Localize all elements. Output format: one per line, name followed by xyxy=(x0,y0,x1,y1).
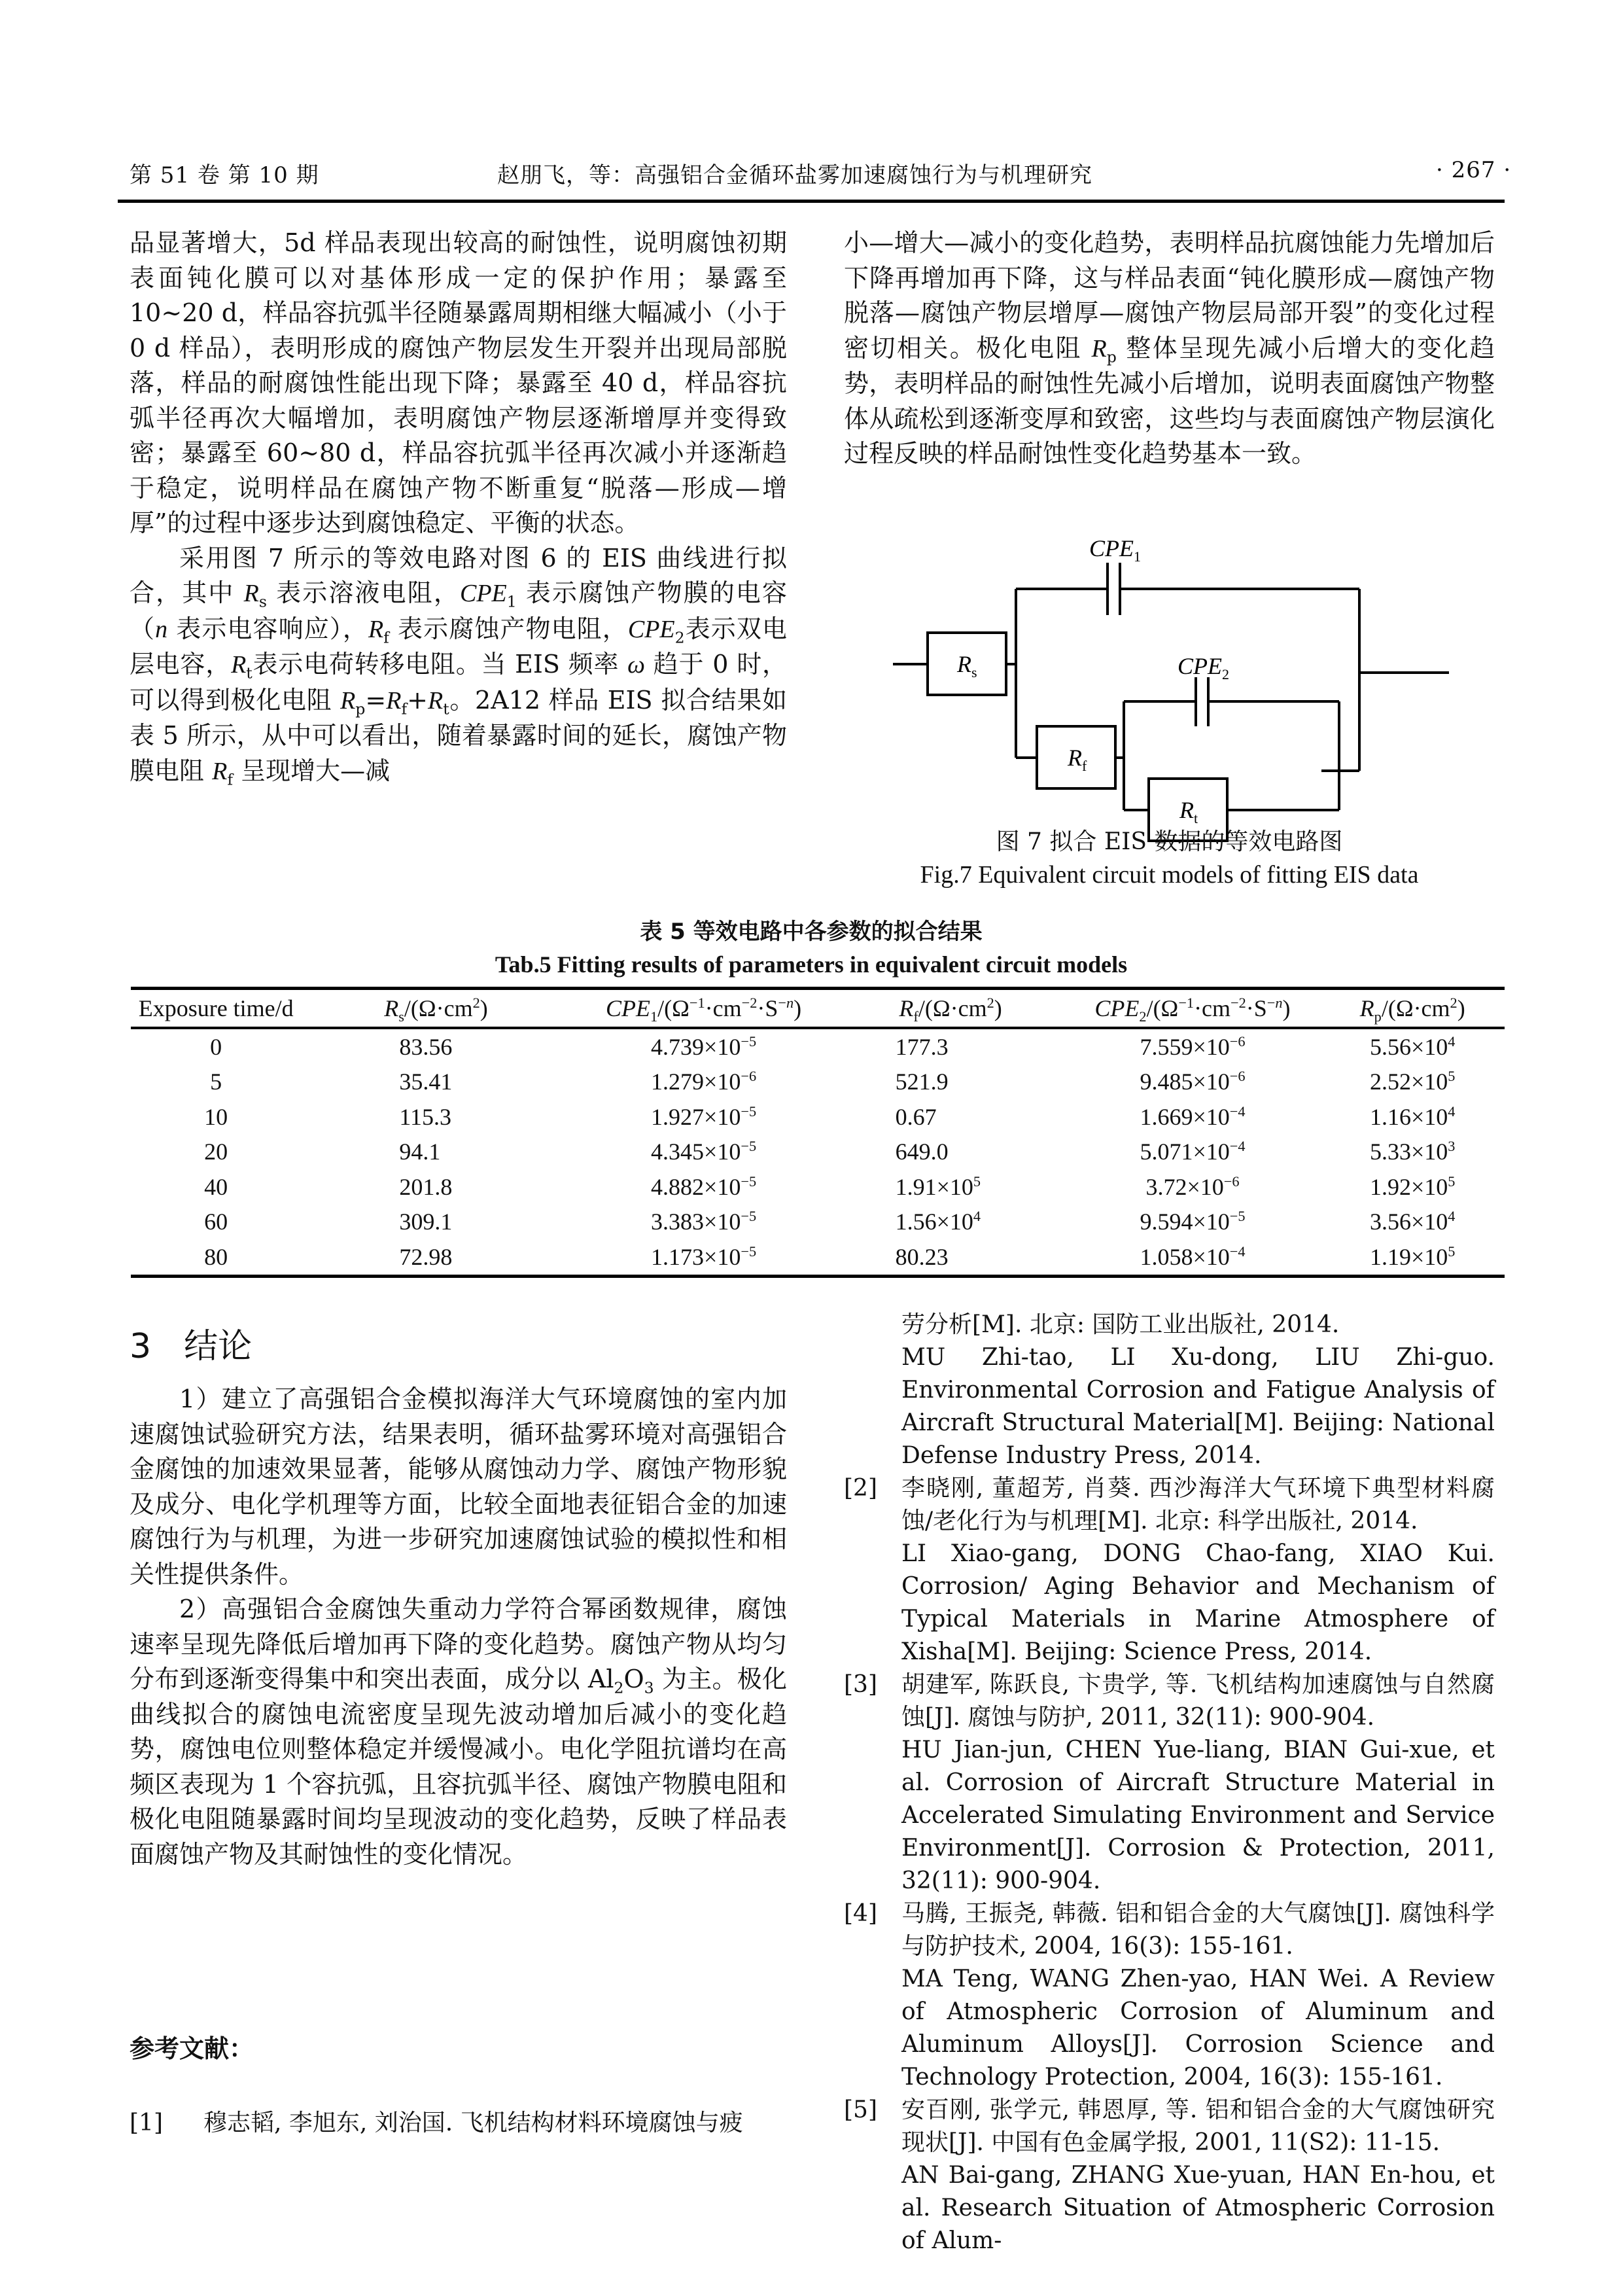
cell-rs: 115.3 xyxy=(399,1103,452,1130)
cell-rf: $1.91\times 10^5$ xyxy=(895,1173,981,1200)
symbol-r: R xyxy=(212,757,228,785)
symbol-omega: ω xyxy=(627,651,645,679)
label-cpe2: $CPE_2$ xyxy=(1178,653,1229,682)
cell-cpe1: $1.927\times 10^{-5}$ xyxy=(651,1103,757,1130)
cell-cpe2: $5.071\times 10^{-4}$ xyxy=(1140,1138,1246,1165)
text: 2）高强铝合金腐蚀失重动力学符合幂函数规律，腐蚀速率呈现先降低后增加再下降的变化趋势。腐蚀产物从均匀分布到逐渐变得集中和突出表面，成分以 Al xyxy=(130,1595,787,1693)
section-title: 结论 xyxy=(184,1327,253,1366)
cell-cpe1: $1.279\times 10^{-6}$ xyxy=(651,1068,757,1095)
reference-item-3 xyxy=(844,1669,1495,1898)
cell-cpe1: $4.345\times 10^{-5}$ xyxy=(651,1138,757,1165)
table-row xyxy=(131,1135,1505,1170)
paragraph-equivalent-circuit xyxy=(130,541,787,790)
cell-cpe2: $9.485\times 10^{-6}$ xyxy=(1140,1068,1246,1095)
conclusion-item-1: 1）建立了高强铝合金模拟海洋大气环境腐蚀的室内加速腐蚀试验研究方法，结果表明，循环盐雾环境对高强铝合金腐蚀的加速效果显著，能够从腐蚀动力学、腐蚀产物形貌及成分、电化学机理等方面，比较全面地表征铝合金的加速腐蚀行为与机理，为进一步研究加速腐蚀试验的模拟性和相关性提供条件。 xyxy=(130,1385,787,1589)
subscript: 2 xyxy=(674,628,685,647)
reference-list-right xyxy=(844,1309,1495,2257)
cell-rf: 177.3 xyxy=(895,1033,949,1060)
symbol-r: R xyxy=(1091,334,1107,362)
symbol-r: R xyxy=(368,615,384,643)
reference-text: 穆志韬, 李旭东, 刘治国. 飞机结构材料环境腐蚀与疲 xyxy=(203,2110,743,2136)
header-volume-issue: 第 51 卷 第 10 期 xyxy=(130,162,319,188)
cell-exposure-time: 80 xyxy=(131,1239,301,1276)
cell-cpe1: $4.739\times 10^{-5}$ xyxy=(651,1033,757,1060)
table-row xyxy=(131,1028,1505,1065)
header-page-number: · 267 · xyxy=(1436,157,1512,183)
equivalent-circuit-diagram xyxy=(890,535,1452,826)
reference-text-en: MA Teng, WANG Zhen-yao, HAN Wei. A Review of Atmospheric Corrosion of Aluminum and Aluminum Alloys[J]. Corrosion Science and Technology Protection, 2004, 16(3): 155-161. xyxy=(901,1966,1495,2091)
column-header-cpe2: $CPE_2/(\Omega^{-1}\cdot cm^{-2}\cdot S^{-n})$ xyxy=(1065,989,1321,1029)
subscript: p xyxy=(355,699,366,718)
header-running-title: 赵朋飞，等：高强铝合金循环盐雾加速腐蚀行为与机理研究 xyxy=(497,162,1092,188)
reference-item-1-cont xyxy=(901,1309,1495,1472)
cell-rp: $2.52\times 10^5$ xyxy=(1369,1068,1456,1095)
reference-text-en: MU Zhi-tao, LI Xu-dong, LIU Zhi-guo. Environmental Corrosion and Fatigue Analysis of Aircraft Structural Material[M]. Beijing: National Defense Industry Press, 2014. xyxy=(901,1344,1495,1469)
table-row xyxy=(131,1169,1505,1205)
cell-cpe2: $9.594\times 10^{-5}$ xyxy=(1140,1208,1246,1235)
table-row xyxy=(131,1065,1505,1100)
text: 表示腐蚀产物膜的电容（ xyxy=(130,578,787,643)
text: 为主。极化曲线拟合的腐蚀电流密度呈现先波动增加后减小的变化趋势，腐蚀电位则整体稳定并缓慢减小。电化学阻抗谱均在高频区表现为 1 个容抗弧，且容抗弧半径、腐蚀产物膜电阻和极化电阻随暴露时间均呈现波动的变化趋势，反映了样品表面腐蚀产物及其耐蚀性的变化情况。 xyxy=(130,1665,787,1869)
text: O xyxy=(623,1665,644,1693)
table-row xyxy=(131,1239,1505,1276)
table-caption-cn-text: 表 5 等效电路中各参数的拟合结果 xyxy=(640,919,983,945)
cell-rs: 83.56 xyxy=(399,1033,453,1060)
section-number: 3 xyxy=(130,1327,152,1366)
reference-item-4 xyxy=(844,1898,1495,2094)
subscript: t xyxy=(246,663,253,682)
label-rs: $R_s$ xyxy=(957,651,977,680)
symbol-n: n xyxy=(155,615,168,643)
conclusion-item-2 xyxy=(130,1592,787,1872)
column-header-exposure-time: Exposure time/d xyxy=(131,989,301,1029)
cell-rp: $5.33\times 10^3$ xyxy=(1369,1138,1456,1165)
label-cpe1: $CPE_1$ xyxy=(1089,535,1141,565)
text: 呈现增大—减 xyxy=(233,756,391,785)
reference-text: 胡建军, 陈跃良, 卞贵学, 等. 飞机结构加速腐蚀与自然腐蚀[J]. 腐蚀与防护, 2011, 32(11): 900-904. xyxy=(901,1671,1495,1731)
cell-exposure-time: 40 xyxy=(204,1173,228,1200)
symbol-cpe: CPE xyxy=(459,580,507,607)
references-heading: 参考文献： xyxy=(130,2034,254,2063)
text: 小—增大—减小的变化趋势，表明样品抗腐蚀能力先增加后下降再增加再下降，这与样品表面“钝化膜形成—腐蚀产物脱落—腐蚀产物层增厚—腐蚀产物层局部开裂”的变化过程密切相关。极化电阻 xyxy=(844,228,1495,362)
cell-rp: $1.92\times 10^5$ xyxy=(1369,1173,1456,1200)
text: 表示电荷转移电阻。当 EIS 频率 xyxy=(252,650,628,679)
subscript: 3 xyxy=(644,1678,654,1697)
reference-text-en: HU Jian-jun, CHEN Yue-liang, BIAN Gui-xue, et al. Corrosion of Aircraft Structure Material in Accelerated Simulating Environment and Service Environment[J]. Corrosion & Protection, 2011, 32(11): 900-904. xyxy=(901,1737,1495,1894)
symbol-r: R xyxy=(231,651,247,679)
column-header-rs: $R_s/(\Omega\cdot cm^2)$ xyxy=(301,989,570,1029)
cell-cpe1: $3.383\times 10^{-5}$ xyxy=(651,1208,757,1235)
left-column xyxy=(130,226,787,789)
table-caption-en xyxy=(118,949,1505,981)
column-header-cpe1: $CPE_1/(\Omega^{-1}\cdot cm^{-2}\cdot S^{-n})$ xyxy=(571,989,837,1029)
text: 表示双电层电容， xyxy=(130,614,787,679)
table-header-row xyxy=(131,989,1505,1029)
subscript: f xyxy=(401,699,408,718)
cell-exposure-time: 20 xyxy=(204,1139,228,1165)
subscript: p xyxy=(1106,347,1117,366)
table-row xyxy=(131,1205,1505,1240)
symbol-r: R xyxy=(243,580,259,607)
reference-item-2 xyxy=(844,1472,1495,1669)
cell-rp: $1.19\times 10^5$ xyxy=(1320,1239,1505,1276)
reference-text-en: LI Xiao-gang, DONG Chao-fang, XIAO Kui. Corrosion/ Aging Behavior and Mechanism of Typical Materials in Marine Atmosphere of Xisha[M]. Beijing: Science Press, 2014. xyxy=(901,1540,1495,1665)
cell-rs: 35.41 xyxy=(399,1069,453,1095)
section-heading-conclusion xyxy=(130,1318,252,1368)
cell-rf: 80.23 xyxy=(837,1239,1065,1276)
figure-caption-cn: 图 7 拟合 EIS 数据的等效电路图 xyxy=(996,828,1343,855)
text: 整体呈现先减小后增大的变化趋势，表明样品的耐蚀性先减小后增加，说明表面腐蚀产物整体从疏松到逐渐变厚和致密，这些均与表面腐蚀产物层演化过程反映的样品耐蚀性变化趋势基本一致。 xyxy=(844,333,1495,468)
reference-text-en: AN Bai-gang, ZHANG Xue-yuan, HAN En-hou, et al. Research Situation of Atmospheric Corrosion of Alum- xyxy=(901,2162,1495,2254)
reference-text: 劳分析[M]. 北京: 国防工业出版社, 2014. xyxy=(901,1311,1340,1338)
cell-rs: 72.98 xyxy=(301,1239,570,1276)
cell-rp: $3.56\times 10^4$ xyxy=(1369,1208,1456,1235)
symbol-r: R xyxy=(386,686,402,715)
fitting-results-table xyxy=(131,987,1505,1278)
text: 表示溶液电阻， xyxy=(266,578,460,607)
subscript: 1 xyxy=(506,592,517,611)
paragraph-rf-rp-trend xyxy=(844,226,1495,472)
header-rule xyxy=(118,200,1505,203)
subscript: 2 xyxy=(614,1678,624,1697)
reference-text: 安百刚, 张学元, 韩恩厚, 等. 铝和铝合金的大气腐蚀研究现状[J]. 中国有色金属学报, 2001, 11(S2): 11-15. xyxy=(901,2096,1495,2156)
cell-rf: 521.9 xyxy=(895,1069,949,1095)
text: = xyxy=(365,685,387,715)
reference-number: [4] xyxy=(844,1900,877,1927)
reference-number: [2] xyxy=(844,1475,877,1502)
table-caption-en-text: Tab.5 Fitting results of parameters in equivalent circuit models xyxy=(495,951,1128,978)
reference-item-1-start xyxy=(130,2107,787,2140)
reference-text: 李晓刚, 董超芳, 肖葵. 西沙海洋大气环境下典型材料腐蚀/老化行为与机理[M]. 北京: 科学出版社, 2014. xyxy=(901,1475,1495,1534)
reference-number: [5] xyxy=(844,2096,877,2123)
cell-rp: $1.16\times 10^4$ xyxy=(1369,1103,1456,1130)
text: 趋于 0 时，可以得到极化电阻 xyxy=(130,650,787,715)
right-column xyxy=(844,226,1495,472)
cell-rs: 201.8 xyxy=(399,1173,453,1200)
symbol-r: R xyxy=(428,686,444,715)
cell-rp: $5.56\times 10^4$ xyxy=(1369,1033,1456,1060)
cell-cpe1: $4.882\times 10^{-5}$ xyxy=(651,1173,757,1200)
text: 。2A12 样品 EIS 拟合结果如表 5 所示，从中可以看出，随着暴露时间的延长，腐蚀产物膜电阻 xyxy=(130,685,787,785)
conclusion-body xyxy=(130,1382,787,1872)
subscript: s xyxy=(258,592,267,611)
cell-rs: 94.1 xyxy=(399,1139,441,1165)
reference-number: [3] xyxy=(844,1671,877,1698)
text: 表示电容响应）， xyxy=(167,614,368,643)
subscript: f xyxy=(227,770,234,789)
table-caption-cn xyxy=(118,916,1505,947)
cell-exposure-time: 10 xyxy=(204,1103,228,1130)
cell-cpe2: $1.669\times 10^{-4}$ xyxy=(1140,1103,1246,1130)
subscript: f xyxy=(383,628,389,647)
symbol-cpe: CPE xyxy=(627,615,675,643)
column-header-rf: $R_f/(\Omega\cdot cm^2)$ xyxy=(837,989,1065,1029)
table-row xyxy=(131,1099,1505,1135)
reference-item-5 xyxy=(844,2094,1495,2257)
cell-rf: $1.56\times 10^4$ xyxy=(895,1208,981,1235)
cell-exposure-time: 0 xyxy=(210,1033,222,1060)
text: 采用图 7 所示的等效电路对图 6 的 EIS 曲线进行拟合，其中 xyxy=(130,543,787,607)
cell-exposure-time: 60 xyxy=(204,1209,228,1235)
reference-number: [1] xyxy=(130,2110,163,2136)
subscript: t xyxy=(443,699,449,718)
cell-cpe2: $1.058\times 10^{-4}$ xyxy=(1065,1239,1321,1276)
text: 表示腐蚀产物电阻， xyxy=(389,614,628,643)
cell-exposure-time: 5 xyxy=(210,1069,222,1095)
symbol-r: R xyxy=(340,686,356,715)
label-rf: $R_f$ xyxy=(1068,745,1087,774)
column-header-rp: $R_p/(\Omega\cdot cm^2)$ xyxy=(1320,989,1505,1029)
paragraph-eis-trend: 品显著增大，5d 样品表现出较高的耐蚀性，说明腐蚀初期表面钝化膜可以对基体形成一定的保护作用；暴露至 10~20 d，样品容抗弧半径随暴露周期相继大幅减小（小于 0 d 样品），表明形成的腐蚀产物层发生开裂并出现局部脱落，样品的耐腐蚀性能出现下降；暴露至 40 d，样品容抗弧半径再次大幅增加，表明腐蚀产物层逐渐增厚并变得致密；暴露至 60~80 d，样品容抗弧半径再次减小并逐渐趋于稳定，说明样品在腐蚀产物不断重复“脱落—形成—增厚”的过程中逐步达到腐蚀稳定、平衡的状态。 xyxy=(130,228,787,537)
figure-caption-en: Fig.7 Equivalent circuit models of fitting EIS data xyxy=(920,861,1419,889)
table-body xyxy=(131,1028,1505,1276)
cell-rf: 0.67 xyxy=(895,1103,937,1130)
cell-rf: 649.0 xyxy=(895,1139,949,1165)
text: + xyxy=(407,685,428,715)
cell-cpe2: $3.72\times 10^{-6}$ xyxy=(1145,1173,1240,1200)
label-rt: $R_t$ xyxy=(1179,797,1198,826)
cell-cpe2: $7.559\times 10^{-6}$ xyxy=(1140,1033,1246,1060)
reference-text: 马腾, 王振尧, 韩薇. 铝和铝合金的大气腐蚀[J]. 腐蚀科学与防护技术, 2004, 16(3): 155-161. xyxy=(901,1900,1495,1960)
cell-cpe1: $1.173\times 10^{-5}$ xyxy=(571,1239,837,1276)
cell-rs: 309.1 xyxy=(399,1209,453,1235)
